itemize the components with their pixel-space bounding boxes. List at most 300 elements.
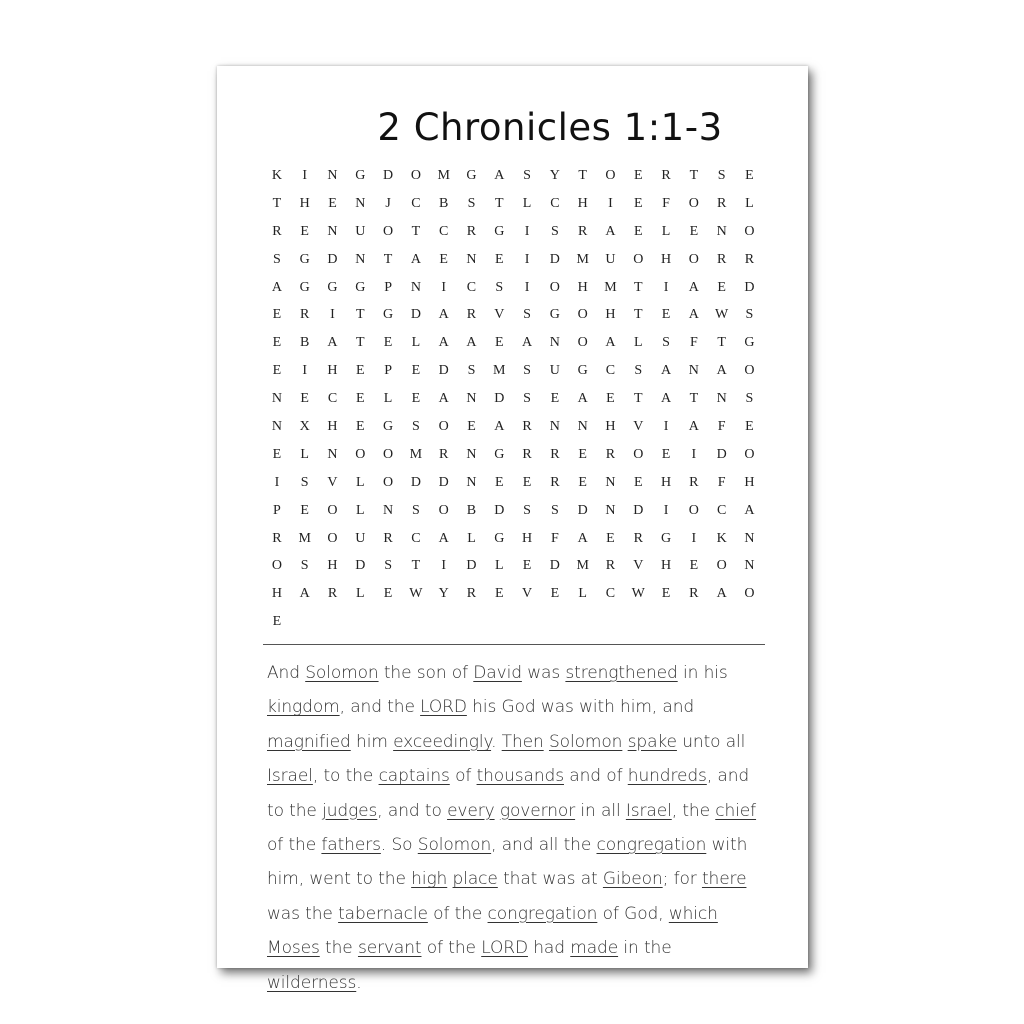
search-word: Solomon [548, 731, 623, 752]
grid-letter[interactable]: E [606, 391, 615, 407]
grid-letter[interactable]: H [577, 279, 588, 295]
grid-letter[interactable]: D [327, 251, 338, 267]
grid-letter[interactable]: E [661, 586, 671, 602]
grid-letter[interactable]: L [522, 195, 532, 211]
grid-letter[interactable]: E [745, 168, 754, 183]
grid-letter[interactable]: A [577, 530, 588, 546]
grid-letter[interactable]: F [717, 474, 726, 490]
grid-letter[interactable]: S [662, 335, 670, 351]
grid-letter[interactable]: B [300, 335, 310, 351]
grid-letter[interactable]: R [689, 474, 699, 490]
grid-letter[interactable]: T [356, 335, 365, 351]
grid-letter[interactable]: O [549, 279, 560, 295]
verse-text: his God was with him, and [466, 697, 695, 718]
grid-letter[interactable]: E [745, 419, 754, 435]
grid-letter[interactable]: N [271, 391, 282, 407]
search-word: LORD [481, 938, 528, 959]
grid-letter[interactable]: R [327, 586, 338, 602]
grid-letter[interactable]: R [716, 251, 727, 267]
grid-letter[interactable]: R [689, 586, 699, 602]
grid-letter[interactable]: C [411, 530, 421, 546]
grid-letter[interactable]: A [522, 335, 533, 351]
grid-letter[interactable]: S [634, 363, 643, 379]
grid-letter[interactable]: R [522, 446, 532, 462]
grid-letter[interactable]: S [523, 307, 531, 323]
grid-letter[interactable]: D [438, 363, 449, 379]
grid-letter[interactable]: D [410, 474, 421, 490]
grid-letter[interactable]: A [271, 279, 282, 295]
grid-letter[interactable]: E [272, 307, 282, 323]
grid-letter[interactable]: A [466, 335, 477, 351]
grid-letter[interactable]: B [466, 502, 477, 518]
grid-letter[interactable]: L [356, 474, 365, 490]
grid-letter[interactable]: V [633, 558, 644, 574]
grid-letter[interactable]: R [605, 558, 616, 574]
grid-letter[interactable]: E [272, 614, 282, 630]
grid-letter[interactable]: O [327, 530, 338, 546]
grid-letter[interactable]: D [410, 307, 421, 323]
grid-letter[interactable]: S [300, 474, 309, 490]
grid-letter[interactable]: J [385, 195, 391, 211]
grid-letter[interactable]: N [466, 474, 477, 490]
grid-letter[interactable]: O [383, 223, 394, 239]
grid-letter[interactable]: N [549, 419, 560, 435]
grid-letter[interactable]: X [299, 419, 310, 435]
grid-letter[interactable]: E [689, 223, 699, 239]
grid-letter[interactable]: A [299, 586, 310, 602]
grid-letter[interactable]: T [689, 391, 699, 407]
grid-letter[interactable]: L [494, 558, 504, 574]
search-word: spake [627, 731, 677, 752]
grid-letter[interactable]: D [549, 558, 560, 574]
grid-letter[interactable]: E [633, 168, 643, 183]
grid-letter[interactable]: I [302, 168, 308, 183]
grid-letter[interactable]: H [327, 419, 338, 435]
grid-letter[interactable]: A [688, 307, 699, 323]
grid-letter[interactable]: T [633, 307, 643, 323]
grid-letter[interactable]: A [577, 391, 588, 407]
grid-letter[interactable]: O [438, 419, 449, 435]
grid-letter[interactable]: I [663, 419, 669, 435]
grid-letter[interactable]: A [438, 307, 449, 323]
grid-letter[interactable]: E [272, 363, 282, 379]
grid-letter[interactable]: N [271, 419, 282, 435]
grid-letter[interactable]: H [660, 474, 672, 490]
grid-letter[interactable]: O [744, 223, 755, 239]
grid-letter[interactable]: C [716, 502, 727, 518]
grid-letter[interactable]: R [577, 223, 588, 239]
grid-letter[interactable]: A [605, 223, 616, 239]
grid-letter[interactable]: V [522, 586, 533, 602]
grid-letter[interactable]: I [441, 558, 447, 574]
grid-letter[interactable]: A [494, 168, 505, 183]
grid-letter[interactable]: E [300, 502, 309, 518]
grid-letter[interactable]: O [605, 168, 616, 183]
grid-letter[interactable]: E [411, 363, 421, 379]
grid-letter[interactable]: A [688, 279, 699, 295]
grid-letter[interactable]: V [494, 307, 505, 323]
grid-letter[interactable]: T [633, 391, 643, 407]
grid-letter[interactable]: B [439, 195, 449, 211]
grid-letter[interactable]: V [327, 474, 338, 490]
grid-letter[interactable]: H [577, 195, 588, 211]
grid-letter[interactable]: N [716, 223, 727, 239]
grid-letter[interactable]: S [745, 391, 754, 407]
grid-letter[interactable]: A [744, 502, 755, 518]
grid-letter[interactable]: A [410, 251, 421, 267]
grid-letter[interactable]: W [409, 586, 423, 602]
grid-letter[interactable]: E [578, 474, 587, 490]
grid-letter[interactable]: I [691, 530, 697, 546]
grid-letter[interactable]: S [384, 558, 392, 574]
grid-letter[interactable]: E [633, 195, 643, 211]
grid-letter[interactable]: I [663, 279, 669, 295]
grid-letter[interactable]: O [688, 251, 699, 267]
grid-letter[interactable]: L [745, 195, 754, 211]
grid-letter[interactable]: E [300, 223, 309, 239]
grid-letter[interactable]: A [438, 391, 449, 407]
grid-letter[interactable]: N [716, 391, 727, 407]
grid-letter[interactable]: O [744, 363, 755, 379]
grid-letter[interactable]: S [411, 419, 420, 435]
grid-letter[interactable]: N [466, 446, 477, 462]
grid-letter[interactable]: G [327, 279, 338, 295]
grid-letter[interactable]: M [576, 558, 589, 574]
grid-letter[interactable]: P [384, 279, 392, 295]
grid-letter[interactable]: C [327, 391, 338, 407]
grid-letter[interactable]: S [523, 363, 531, 379]
grid-letter[interactable]: T [383, 251, 393, 267]
grid-letter[interactable]: O [716, 558, 727, 574]
grid-letter[interactable]: E [633, 223, 643, 239]
grid-letter[interactable]: C [550, 195, 560, 211]
grid-letter[interactable]: G [549, 307, 560, 323]
grid-letter[interactable]: N [549, 335, 560, 351]
grid-letter[interactable]: E [383, 335, 393, 351]
grid-letter[interactable]: E [522, 474, 532, 490]
grid-letter[interactable]: N [577, 419, 588, 435]
grid-letter[interactable]: T [494, 195, 504, 211]
grid-letter[interactable]: C [605, 586, 616, 602]
grid-letter[interactable]: T [633, 279, 643, 295]
verse-text: that was at [497, 869, 603, 890]
grid-letter[interactable]: T [717, 335, 726, 351]
grid-letter[interactable]: U [355, 530, 366, 546]
grid-letter[interactable]: R [661, 168, 671, 183]
grid-letter[interactable]: W [715, 307, 729, 323]
grid-letter[interactable]: I [524, 223, 530, 239]
grid-letter[interactable]: E [300, 391, 309, 407]
grid-letter[interactable]: D [438, 474, 449, 490]
grid-letter[interactable]: T [356, 307, 365, 323]
grid-letter[interactable]: O [383, 474, 394, 490]
grid-letter[interactable]: E [272, 446, 282, 462]
grid-letter[interactable]: H [605, 307, 616, 323]
grid-letter[interactable]: G [660, 530, 672, 546]
grid-letter[interactable]: E [494, 335, 504, 351]
grid-letter[interactable]: M [409, 446, 423, 462]
grid-letter[interactable]: H [660, 251, 672, 267]
grid-letter[interactable]: E [661, 446, 671, 462]
grid-letter[interactable]: S [467, 363, 476, 379]
grid-letter[interactable]: A [605, 335, 616, 351]
grid-letter[interactable]: I [330, 307, 335, 323]
grid-letter[interactable]: N [327, 223, 338, 239]
search-word: which [668, 903, 718, 924]
grid-letter[interactable]: E [494, 474, 504, 490]
grid-letter[interactable]: G [299, 279, 310, 295]
grid-letter[interactable]: L [356, 586, 365, 602]
grid-letter[interactable]: R [716, 195, 727, 211]
grid-letter[interactable]: N [383, 502, 394, 518]
grid-letter[interactable]: R [605, 446, 616, 462]
grid-letter[interactable]: S [717, 168, 726, 183]
grid-letter[interactable]: N [355, 195, 366, 211]
grid-letter[interactable]: C [439, 223, 449, 239]
grid-letter[interactable]: H [299, 195, 310, 211]
grid-letter[interactable]: N [466, 391, 477, 407]
grid-letter[interactable]: E [550, 391, 560, 407]
grid-letter[interactable]: D [383, 168, 394, 183]
grid-letter[interactable]: D [466, 558, 477, 574]
grid-letter[interactable]: G [494, 446, 505, 462]
grid-letter[interactable]: G [355, 168, 366, 183]
grid-letter[interactable]: I [663, 502, 669, 518]
grid-letter[interactable]: S [523, 391, 531, 407]
grid-letter[interactable]: G [494, 223, 505, 239]
grid-letter[interactable]: H [660, 558, 672, 574]
grid-letter[interactable]: F [550, 530, 559, 546]
grid-letter[interactable]: G [355, 279, 366, 295]
grid-letter[interactable]: E [717, 279, 726, 295]
grid-letter[interactable]: C [411, 195, 421, 211]
grid-letter[interactable]: E [439, 251, 448, 267]
grid-letter[interactable]: E [661, 307, 671, 323]
grid-letter[interactable]: L [467, 530, 476, 546]
grid-letter[interactable]: D [494, 502, 505, 518]
grid-letter[interactable]: I [441, 279, 447, 295]
grid-letter[interactable]: A [660, 391, 672, 407]
grid-letter[interactable]: E [606, 530, 615, 546]
grid-letter[interactable]: E [494, 251, 504, 267]
grid-letter[interactable]: S [550, 502, 559, 518]
grid-letter[interactable]: D [716, 446, 727, 462]
grid-letter[interactable]: M [604, 279, 617, 295]
grid-letter[interactable]: A [716, 586, 727, 602]
grid-letter[interactable]: E [633, 474, 643, 490]
grid-letter[interactable]: H [271, 586, 282, 602]
grid-letter[interactable]: N [688, 363, 699, 379]
grid-letter[interactable]: A [438, 335, 449, 351]
grid-letter[interactable]: A [438, 530, 449, 546]
grid-letter[interactable]: I [524, 251, 530, 267]
grid-letter[interactable]: R [466, 223, 477, 239]
search-word: LORD [420, 697, 467, 718]
grid-letter[interactable]: C [605, 363, 616, 379]
verse-text: . [356, 972, 362, 993]
grid-letter[interactable]: G [299, 251, 310, 267]
verse-text: ; for [662, 869, 702, 890]
grid-letter[interactable]: D [744, 279, 755, 295]
grid-letter[interactable]: G [744, 335, 755, 351]
grid-letter[interactable]: H [327, 558, 338, 574]
grid-letter[interactable]: S [495, 279, 504, 295]
grid-letter[interactable]: E [467, 419, 476, 435]
grid-letter[interactable]: T [411, 558, 421, 574]
grid-letter[interactable]: N [744, 530, 755, 546]
grid-letter[interactable]: U [605, 251, 616, 267]
grid-letter[interactable]: T [689, 168, 699, 183]
grid-letter[interactable]: N [605, 474, 616, 490]
grid-letter[interactable]: H [605, 419, 616, 435]
grid-letter[interactable]: E [411, 391, 421, 407]
grid-letter[interactable]: R [466, 586, 477, 602]
grid-letter[interactable]: Y [549, 168, 560, 183]
grid-letter[interactable]: L [300, 446, 309, 462]
grid-letter[interactable]: O [438, 502, 449, 518]
grid-letter[interactable]: N [355, 251, 366, 267]
verse-line [267, 725, 767, 759]
grid-letter[interactable]: R [439, 446, 449, 462]
grid-letter[interactable]: H [522, 530, 533, 546]
grid-letter[interactable]: G [577, 363, 588, 379]
grid-letter[interactable]: E [578, 446, 587, 462]
grid-letter[interactable]: E [272, 335, 282, 351]
grid-letter[interactable]: O [410, 168, 421, 183]
grid-letter[interactable]: H [744, 474, 755, 490]
grid-letter[interactable]: A [688, 419, 699, 435]
grid-letter[interactable]: M [437, 168, 450, 183]
grid-letter[interactable]: E [356, 419, 365, 435]
grid-letter[interactable]: A [327, 335, 338, 351]
grid-letter[interactable]: E [328, 195, 337, 211]
grid-letter[interactable]: F [689, 335, 698, 351]
grid-letter[interactable]: O [633, 446, 644, 462]
grid-letter[interactable]: O [355, 446, 366, 462]
grid-letter[interactable]: H [327, 363, 338, 379]
grid-letter[interactable]: G [383, 419, 394, 435]
grid-letter[interactable]: Y [438, 586, 449, 602]
grid-letter[interactable]: O [383, 446, 394, 462]
grid-letter[interactable]: S [523, 168, 531, 183]
grid-letter[interactable]: R [300, 307, 310, 323]
grid-letter[interactable]: N [744, 558, 755, 574]
grid-letter[interactable]: R [383, 530, 393, 546]
grid-letter[interactable]: W [631, 586, 645, 602]
grid-letter[interactable]: O [744, 586, 755, 602]
grid-letter[interactable]: P [273, 502, 281, 518]
grid-letter[interactable]: L [383, 391, 393, 407]
grid-letter[interactable]: E [689, 558, 699, 574]
grid-letter[interactable]: E [494, 586, 504, 602]
grid-letter[interactable]: U [549, 363, 560, 379]
grid-letter[interactable]: V [633, 419, 644, 435]
grid-letter[interactable]: O [633, 251, 644, 267]
grid-letter[interactable]: D [549, 251, 560, 267]
grid-letter[interactable]: A [660, 363, 672, 379]
grid-letter[interactable]: P [384, 363, 392, 379]
grid-letter[interactable]: I [608, 195, 613, 211]
search-word: fathers [321, 835, 381, 856]
grid-letter[interactable]: N [327, 168, 338, 183]
grid-letter[interactable]: N [605, 502, 616, 518]
grid-letter[interactable]: O [688, 195, 699, 211]
grid-letter[interactable]: O [577, 307, 588, 323]
grid-letter[interactable]: I [524, 279, 530, 295]
grid-letter[interactable]: R [744, 251, 755, 267]
grid-letter[interactable]: D [577, 502, 588, 518]
grid-letter[interactable]: S [550, 223, 559, 239]
grid-letter[interactable]: E [356, 363, 365, 379]
grid-letter[interactable]: S [273, 251, 281, 267]
grid-letter[interactable]: L [578, 586, 587, 602]
grid-letter[interactable]: D [494, 391, 505, 407]
grid-letter[interactable]: O [744, 446, 755, 462]
grid-letter[interactable]: S [411, 502, 420, 518]
grid-letter[interactable]: S [523, 502, 531, 518]
grid-letter[interactable]: O [688, 502, 699, 518]
grid-letter[interactable]: I [302, 363, 308, 379]
grid-letter[interactable]: O [577, 335, 588, 351]
grid-letter[interactable]: R [272, 223, 282, 239]
grid-letter[interactable]: R [633, 530, 643, 546]
grid-letter[interactable]: N [466, 251, 477, 267]
grid-letter[interactable]: L [356, 502, 365, 518]
grid-letter[interactable]: C [466, 279, 477, 295]
grid-letter[interactable]: R [466, 307, 477, 323]
grid-letter[interactable]: G [383, 307, 394, 323]
grid-letter[interactable]: S [745, 307, 754, 323]
grid-letter[interactable]: M [576, 251, 589, 267]
grid-letter[interactable]: E [550, 586, 560, 602]
grid-letter[interactable]: G [466, 168, 477, 183]
grid-letter[interactable]: D [633, 502, 644, 518]
grid-letter[interactable]: A [716, 363, 727, 379]
grid-letter[interactable]: I [691, 446, 697, 462]
grid-letter[interactable]: F [717, 419, 726, 435]
grid-letter[interactable]: L [633, 335, 643, 351]
grid-letter[interactable]: R [550, 474, 560, 490]
grid-letter[interactable]: F [662, 195, 670, 211]
grid-letter[interactable]: T [411, 223, 421, 239]
grid-letter[interactable]: R [272, 530, 282, 546]
grid-letter[interactable]: L [661, 223, 671, 239]
grid-letter[interactable]: O [271, 558, 282, 574]
grid-letter[interactable]: K [716, 530, 727, 546]
grid-letter[interactable]: O [327, 502, 338, 518]
grid-letter[interactable]: E [522, 558, 532, 574]
grid-letter[interactable]: M [298, 530, 311, 546]
grid-letter[interactable]: E [356, 391, 365, 407]
grid-letter[interactable]: G [494, 530, 505, 546]
grid-letter[interactable]: D [355, 558, 366, 574]
grid-letter[interactable]: A [494, 419, 505, 435]
grid-letter[interactable]: K [271, 168, 282, 183]
grid-letter[interactable]: S [300, 558, 309, 574]
grid-letter[interactable]: T [578, 168, 587, 183]
grid-letter[interactable]: M [493, 363, 506, 379]
grid-letter[interactable]: R [522, 419, 532, 435]
grid-letter[interactable]: N [327, 446, 338, 462]
grid-letter[interactable]: N [410, 279, 421, 295]
grid-letter[interactable]: S [467, 195, 476, 211]
grid-letter[interactable]: U [355, 223, 366, 239]
grid-letter[interactable]: L [411, 335, 421, 351]
grid-letter[interactable]: T [272, 195, 282, 211]
grid-letter[interactable]: R [550, 446, 560, 462]
grid-letter[interactable]: E [383, 586, 393, 602]
grid-letter[interactable]: I [274, 474, 280, 490]
